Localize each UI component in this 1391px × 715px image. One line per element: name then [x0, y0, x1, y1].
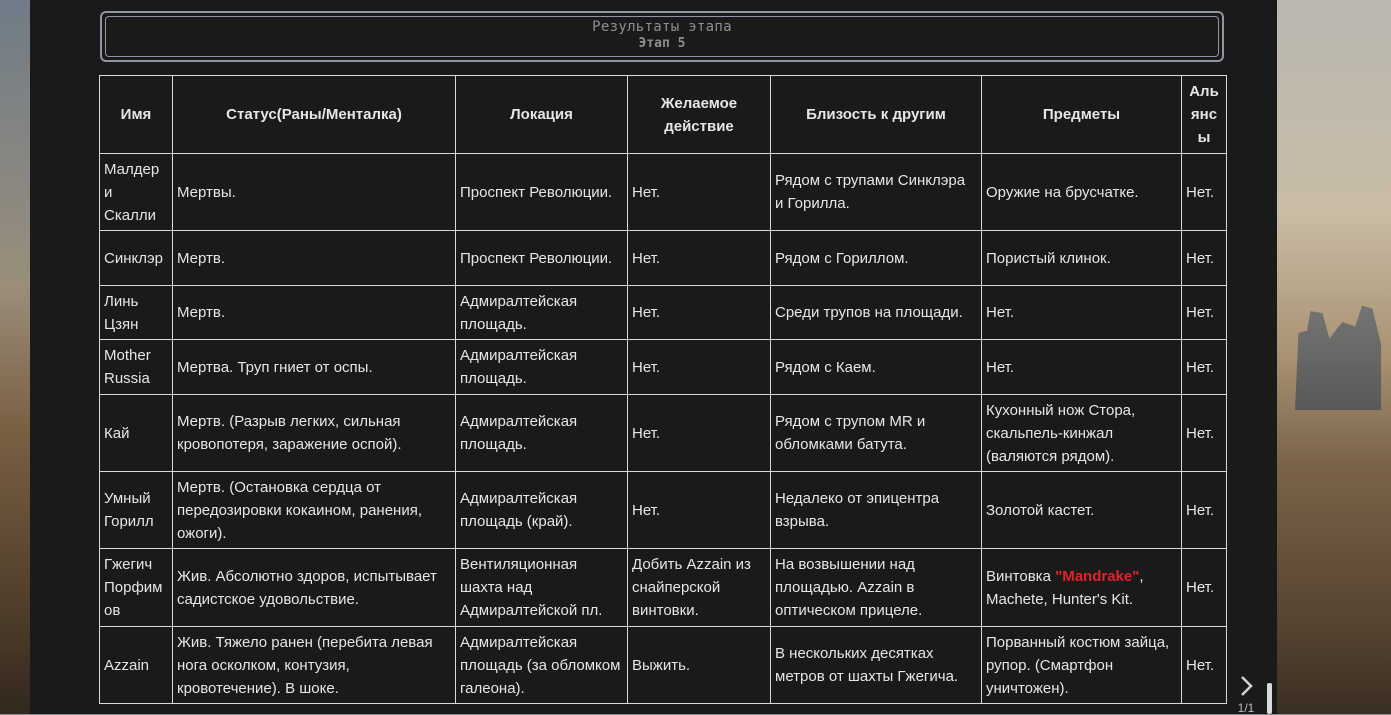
results-header-box [100, 11, 1224, 62]
table-row [100, 286, 1227, 340]
cell-items: Нет. [982, 340, 1182, 395]
post-content-area [30, 0, 1277, 714]
cell-status: Мертв. (Разрыв легких, сильная кровопотеря, заражение оспой). [173, 395, 456, 472]
cell-alliances: Нет. [1182, 231, 1227, 286]
items-text: Винтовка [986, 567, 1056, 585]
cell-status: Мертв. [173, 231, 456, 286]
cell-name: Mother Russia [100, 340, 173, 395]
cell-location: Адмиралтейская площадь (за обломком галеона). [456, 627, 628, 704]
cell-status: Мертв. [173, 286, 456, 340]
cell-action: Добить Azzain из снайперской винтовки. [628, 549, 771, 627]
items-text: , Machete, Hunter's Kit. [986, 567, 1144, 608]
cell-alliances: Нет. [1182, 627, 1227, 704]
cell-name: Кай [100, 395, 173, 472]
cell-items [982, 549, 1182, 627]
cell-alliances: Нет. [1182, 395, 1227, 472]
cell-items: Пористый клинок. [982, 231, 1182, 286]
cell-status: Мертв. (Остановка сердца от передозировки кокаином, ранения, ожоги). [173, 472, 456, 549]
table-row [100, 395, 1227, 472]
cell-name: Синклэр [100, 231, 173, 286]
cell-status: Мертвы. [173, 154, 456, 231]
scrollbar-thumb[interactable] [1267, 683, 1272, 714]
column-header-action: Желаемое действие [628, 76, 771, 154]
cell-location: Проспект Революции. [456, 231, 628, 286]
cell-action: Нет. [628, 231, 771, 286]
cell-action: Нет. [628, 154, 771, 231]
cell-name: Azzain [100, 627, 173, 704]
cell-action: Нет. [628, 286, 771, 340]
table-row [100, 231, 1227, 286]
cell-alliances: Нет. [1182, 472, 1227, 549]
column-header-proximity: Близость к другим [771, 76, 982, 154]
cell-location: Адмиралтейская площадь. [456, 340, 628, 395]
cell-status: Жив. Абсолютно здоров, испытывает садистское удовольствие. [173, 549, 456, 627]
items-highlight-mandrake: "Mandrake" [1055, 567, 1140, 585]
cell-proximity: Среди трупов на площади. [771, 286, 982, 340]
cell-alliances: Нет. [1182, 286, 1227, 340]
cell-proximity: На возвышении над площадью. Azzain в оптическом прицеле. [771, 549, 982, 627]
cell-status: Жив. Тяжело ранен (перебита левая нога осколком, контузия, кровотечение). В шоке. [173, 627, 456, 704]
results-header-stage: Этап 5 [638, 36, 686, 51]
cell-action: Нет. [628, 472, 771, 549]
cell-name: Малдер и Скалли [100, 154, 173, 231]
cell-items: Оружие на брусчатке. [982, 154, 1182, 231]
table-row [100, 154, 1227, 231]
cell-location: Проспект Революции. [456, 154, 628, 231]
page-counter: 1/1 [1237, 701, 1255, 715]
cell-alliances: Нет. [1182, 340, 1227, 395]
cell-action: Нет. [628, 340, 771, 395]
table-row [100, 549, 1227, 627]
cell-proximity: Рядом с трупом MR и обломками батута. [771, 395, 982, 472]
cell-proximity: Недалеко от эпицентра взрыва. [771, 472, 982, 549]
table-row [100, 340, 1227, 395]
cell-proximity: Рядом с Гориллом. [771, 231, 982, 286]
cell-alliances: Нет. [1182, 549, 1227, 627]
column-header-name: Имя [100, 76, 173, 154]
cell-action: Нет. [628, 395, 771, 472]
cell-location: Адмиралтейская площадь (край). [456, 472, 628, 549]
background-rock-formation [1295, 300, 1381, 410]
column-header-location: Локация [456, 76, 628, 154]
table-row [100, 627, 1227, 704]
cell-status: Мертва. Труп гниет от оспы. [173, 340, 456, 395]
chevron-right-icon[interactable] [1236, 673, 1258, 699]
background-landscape-right [1277, 0, 1391, 714]
cell-name: Умный Горилл [100, 472, 173, 549]
cell-alliances: Нет. [1182, 154, 1227, 231]
cell-items: Кухонный нож Стора, скальпель-кинжал (валяются рядом). [982, 395, 1182, 472]
column-header-alliances: Альянсы [1182, 76, 1227, 154]
cell-items: Нет. [982, 286, 1182, 340]
cell-items: Золотой кастет. [982, 472, 1182, 549]
cell-location: Вентиляционная шахта над Адмиралтейской пл. [456, 549, 628, 627]
results-header-title: Результаты этапа [592, 19, 732, 35]
results-table [99, 75, 1227, 704]
cell-name: Гжегич Порфимов [100, 549, 173, 627]
cell-name: Линь Цзян [100, 286, 173, 340]
cell-proximity: Рядом с трупами Синклэра и Горилла. [771, 154, 982, 231]
cell-action: Выжить. [628, 627, 771, 704]
table-row [100, 472, 1227, 549]
column-header-items: Предметы [982, 76, 1182, 154]
column-header-status: Статус(Раны/Менталка) [173, 76, 456, 154]
cell-location: Адмиралтейская площадь. [456, 286, 628, 340]
background-landscape-left [0, 0, 30, 714]
cell-proximity: В нескольких десятках метров от шахты Гжегича. [771, 627, 982, 704]
cell-location: Адмиралтейская площадь. [456, 395, 628, 472]
table-header-row [100, 76, 1227, 154]
cell-items: Порванный костюм зайца, рупор. (Смартфон уничтожен). [982, 627, 1182, 704]
cell-proximity: Рядом с Каем. [771, 340, 982, 395]
